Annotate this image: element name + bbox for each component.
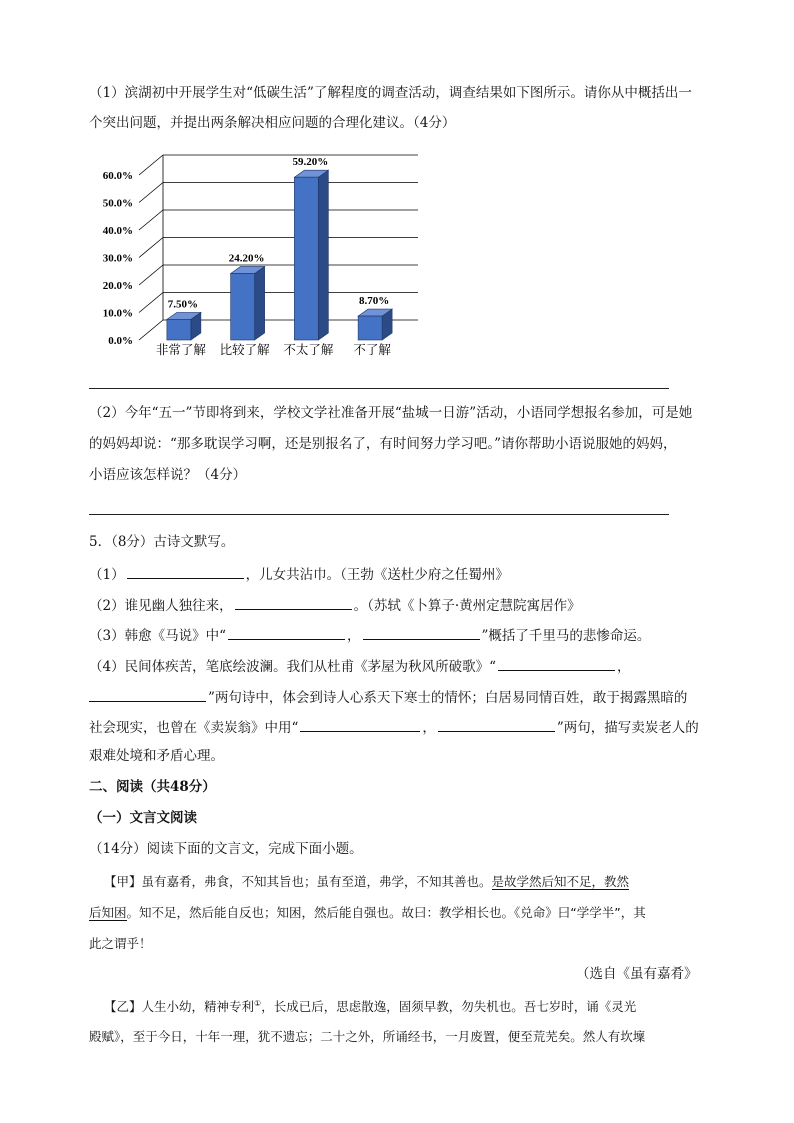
survey-bar-chart <box>89 145 419 360</box>
section2-subtitle: （一）文言文阅读 <box>89 810 197 826</box>
bar <box>167 319 191 340</box>
y-tick-label: 60.0% <box>102 170 133 182</box>
gridline-side <box>139 183 163 203</box>
gridline-side <box>139 155 163 175</box>
gridline-side <box>139 293 163 313</box>
question5-header: 5．（8分）古诗文默写。 <box>89 534 235 550</box>
question2-line3: 小语应该怎样说？（4分） <box>89 467 247 483</box>
item4-comma: ， <box>617 659 631 675</box>
section2-intro: （14分）阅读下面的文言文，完成下面小题。 <box>89 841 363 857</box>
answer-line-1 <box>89 388 669 389</box>
category-label: 不了解 <box>353 343 391 357</box>
bar-value-label: 8.70% <box>359 295 390 308</box>
y-tick-label: 50.0% <box>102 197 133 210</box>
question1-line2: 个突出问题，并提出两条解决相应问题的合理化建议。（4分） <box>89 115 456 131</box>
bar <box>294 177 318 340</box>
item4-line3-comma: ， <box>422 720 436 736</box>
question5-item1 <box>89 566 509 583</box>
blank-4a[interactable] <box>498 658 615 671</box>
question5-item3 <box>89 627 650 644</box>
passage-b-text1b: ，长成已后，思虑散逸，固须早教，勿失机也。吾七岁时，诵《灵光 <box>261 999 637 1015</box>
question5-item4-line1 <box>89 658 631 675</box>
answer-line-2 <box>89 514 669 515</box>
passage-a-underlined2: 后知困 <box>89 905 127 920</box>
passage-a-text2: 。知不足，然后能自反也；知困，然后能自强也。故曰：教学相长也。《兑命》曰“学学半”，其 <box>126 905 646 920</box>
blank-4b[interactable] <box>89 689 206 702</box>
passage-b-text1: 【乙】人生小幼，精神专利 <box>104 999 255 1015</box>
gridline-side <box>139 210 163 230</box>
question2-line2: 的妈妈却说：“那多耽误学习啊，还是别报名了，有时间努力学习吧。”请你帮助小语说服她的妈妈， <box>89 436 677 452</box>
blank-4c[interactable] <box>300 719 420 732</box>
section2-title: 二、阅读（共48分） <box>89 779 216 795</box>
item1-suffix: ，儿女共沾巾。（王勃《送杜少府之任蜀州》 <box>245 567 509 583</box>
y-tick-label: 40.0% <box>102 225 133 237</box>
question5-item4-line2 <box>89 689 687 706</box>
question5-item4-line3 <box>89 719 699 736</box>
blank-3a[interactable] <box>228 627 345 640</box>
y-tick-label: 20.0% <box>102 280 133 292</box>
question1-line1: （1）滨湖初中开展学生对“低碳生活”了解程度的调查活动，调查结果如下图所示。请你从中概括出一 <box>89 85 692 101</box>
bar <box>231 273 255 340</box>
blank-1[interactable] <box>127 566 244 579</box>
question2-line1: （2）今年“五一”节即将到来，学校文学社准备开展“盐城一日游”活动，小语同学想报名参加，可是她 <box>89 405 693 421</box>
y-tick-label: 30.0% <box>102 252 133 265</box>
item4-prefix: （4）民间体疾苦，笔底绘波澜。我们从杜甫《茅屋为秋风所破歌》“ <box>89 659 496 675</box>
item1-prefix: （1） <box>89 567 125 583</box>
gridline-side <box>139 265 163 285</box>
blank-3b[interactable] <box>363 627 480 640</box>
bar <box>358 316 382 340</box>
category-label: 比较了解 <box>219 343 270 357</box>
y-tick-label: 10.0% <box>102 307 133 320</box>
question5-item4-line4: 艰难处境和矛盾心理。 <box>89 748 224 764</box>
passage-a-underlined1: 是故学然后知不足，教然 <box>491 874 630 889</box>
item2-prefix: （2）谁见幽人独往来， <box>89 598 233 614</box>
item3-suffix: ”概括了千里马的悲惨命运。 <box>481 628 651 644</box>
passage-b-line1 <box>104 1000 636 1014</box>
item3-comma: ， <box>347 628 361 644</box>
gridline-side <box>139 320 163 340</box>
item4-line2-text: ”两句诗中，体会到诗人心系天下寒士的情怀；白居易同情百姓，敢于揭露黑暗的 <box>208 690 688 706</box>
gridline-side <box>139 238 163 258</box>
item3-prefix: （3）韩愈《马说》中“ <box>89 628 226 644</box>
question5-item2 <box>89 597 581 614</box>
footnote-mark: ① <box>254 999 262 1008</box>
bar-side <box>255 266 265 340</box>
bar-value-label: 24.20% <box>228 252 265 265</box>
y-tick-label: 0.0% <box>108 335 133 347</box>
passage-a-source: （选自《虽有嘉肴》 <box>576 966 698 982</box>
passage-a-line1 <box>104 876 629 889</box>
passage-a-text1: 【甲】虽有嘉肴，弗食，不知其旨也；虽有至道，弗学，不知其善也。 <box>104 874 492 889</box>
category-label: 非常了解 <box>155 343 206 357</box>
passage-a-line3: 此之谓乎！ <box>89 936 152 951</box>
blank-4d[interactable] <box>438 719 555 732</box>
bar-value-label: 7.50% <box>167 298 198 311</box>
category-label: 不太了解 <box>283 343 334 357</box>
bar-value-label: 59.20% <box>292 156 329 169</box>
passage-a-line2 <box>89 907 646 920</box>
blank-2[interactable] <box>235 597 352 610</box>
item4-line3-prefix: 社会现实，也曾在《卖炭翁》中用“ <box>89 720 299 736</box>
item4-line3-suffix: ”两句，描写卖炭老人的 <box>556 720 699 736</box>
passage-b-line2: 殿赋》，至于今日，十年一理，犹不遗忘；二十之外，所诵经书，一月废置，便至荒芜矣。然人有坎壈 <box>89 1029 646 1044</box>
item2-suffix: 。（苏轼《卜算子·黄州定慧院寓居作》 <box>353 598 581 614</box>
bar-side <box>318 170 328 340</box>
